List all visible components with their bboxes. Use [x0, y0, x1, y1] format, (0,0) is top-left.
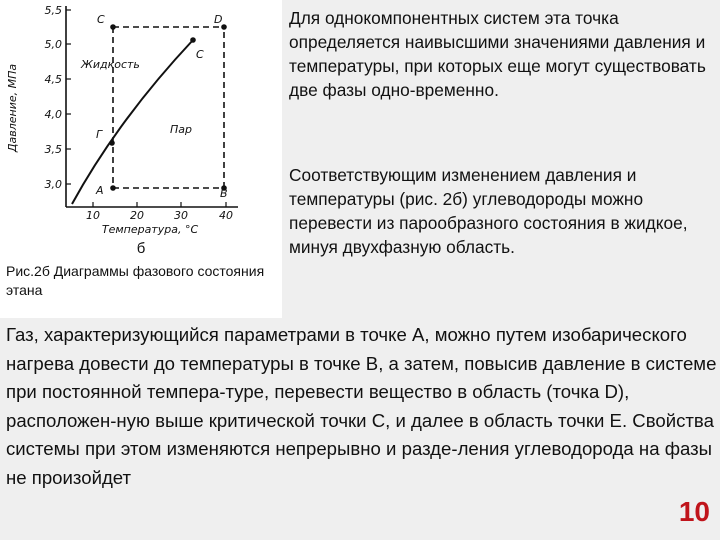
critical-point-c	[190, 37, 196, 43]
y-tick-label: 5,0	[44, 38, 62, 51]
paragraph-critical-point: Для однокомпонентных систем эта точка определяется наивысшими значениями давления и температуры, при которых еще могут существовать две фазы одно-временно.	[289, 8, 706, 100]
x-tick-label: 20	[130, 209, 144, 222]
y-tick-label: 5,5	[44, 4, 62, 17]
region-vapor-label: Пар	[170, 123, 192, 136]
point-a-marker	[110, 185, 116, 191]
figure-panel	[0, 0, 282, 318]
point-d-label: D	[214, 13, 223, 26]
point-g-marker	[109, 140, 115, 146]
point-e-marker	[110, 24, 116, 30]
phase-diagram	[0, 0, 282, 245]
y-tick-label: 3,0	[44, 178, 62, 191]
figure-letter: б	[136, 240, 146, 257]
point-g-label: Г	[96, 128, 103, 141]
page-number: 10	[678, 496, 710, 527]
paragraph-process-description: Газ, характеризующийся параметрами в точке А, можно путем изобарического нагрева довести до температуры в точке В, а затем, повысив давление в системе при постоянной темпера-туре, перевести вещество в область (точка D), расположен-ную выше критической точки С, и далее в область точки Е. Свойства системы при этом изменяются непрерывно и разде-ления углеводорода на фазы не произойдет	[6, 324, 717, 488]
point-c-label: С	[196, 48, 204, 61]
y-axis-title: Давление, МПа	[6, 63, 19, 153]
x-tick-label: 30	[174, 209, 188, 222]
x-axis-title: Температура, °С	[101, 223, 199, 236]
point-a-label: А	[96, 184, 104, 197]
y-tick-label: 4,5	[44, 73, 62, 86]
region-liquid-label: Жидкость	[81, 58, 140, 71]
point-b-label: В	[220, 187, 228, 200]
point-c-label: С	[97, 13, 105, 26]
x-tick-label: 10	[86, 209, 100, 222]
paragraph-phase-transition: Соответствующим изменением давления и температуры (рис. 2б) углеводороды можно перевести из парообразного состояния в жидкое, минуя двухфазную область.	[289, 165, 688, 257]
y-tick-label: 4,0	[44, 108, 62, 121]
y-tick-label: 3,5	[44, 143, 62, 156]
x-tick-label: 40	[219, 209, 233, 222]
figure-caption: Рис.2б Диаграммы фазового состояния этана	[6, 263, 265, 298]
